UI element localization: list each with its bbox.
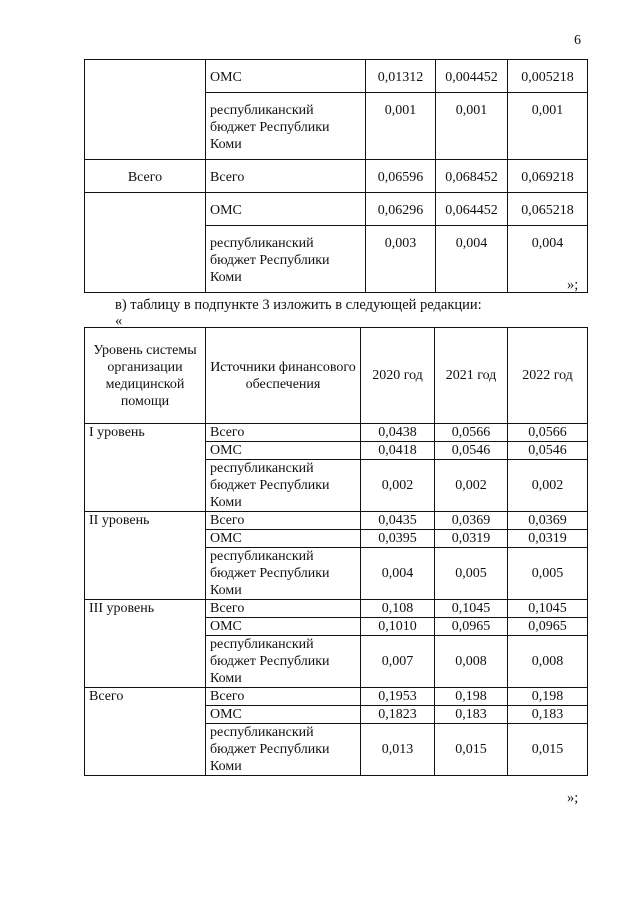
value-2022: 0,0319 <box>508 530 588 548</box>
table-row <box>85 512 588 530</box>
value-2020: 0,0438 <box>361 424 435 442</box>
level-cell: II уровень <box>85 512 206 600</box>
value-2022: 0,004 <box>508 226 588 293</box>
value-2020: 0,007 <box>361 636 435 688</box>
value-2022: 0,001 <box>508 93 588 160</box>
table-row <box>85 160 588 193</box>
value-2021: 0,008 <box>435 636 508 688</box>
value-2020: 0,001 <box>366 93 436 160</box>
value-2021: 0,1045 <box>435 600 508 618</box>
paragraph-text: в) таблицу в подпункте 3 изложить в следующей редакции: <box>115 297 482 313</box>
source-cell: Всего <box>206 424 361 442</box>
header-2021: 2021 год <box>435 328 508 424</box>
source-cell: ОМС <box>206 60 366 93</box>
value-2022: 0,0546 <box>508 442 588 460</box>
value-2021: 0,002 <box>435 460 508 512</box>
value-2022: 0,065218 <box>508 193 588 226</box>
page-number: 6 <box>574 33 581 48</box>
value-2022: 0,015 <box>508 724 588 776</box>
value-2021: 0,0319 <box>435 530 508 548</box>
level-cell: III уровень <box>85 600 206 688</box>
value-2021: 0,0369 <box>435 512 508 530</box>
opening-quote: « <box>115 313 123 329</box>
source-cell: ОМС <box>206 706 361 724</box>
value-2020: 0,003 <box>366 226 436 293</box>
source-cell: республиканский бюджет Республики Коми <box>206 636 361 688</box>
value-2022: 0,002 <box>508 460 588 512</box>
table-header-row <box>85 328 588 424</box>
level-cell <box>85 193 206 293</box>
value-2020: 0,1953 <box>361 688 435 706</box>
value-2022: 0,0566 <box>508 424 588 442</box>
source-cell: республиканский бюджет Республики Коми <box>206 460 361 512</box>
source-cell: ОМС <box>206 618 361 636</box>
value-2020: 0,0435 <box>361 512 435 530</box>
source-cell: ОМС <box>206 442 361 460</box>
value-2020: 0,108 <box>361 600 435 618</box>
value-2020: 0,0395 <box>361 530 435 548</box>
table-continuation <box>84 59 588 293</box>
value-2021: 0,0546 <box>435 442 508 460</box>
header-level: Уровень системы организации медицинской помощи <box>85 328 206 424</box>
value-2020: 0,01312 <box>366 60 436 93</box>
value-2021: 0,004 <box>436 226 508 293</box>
table-row <box>85 688 588 706</box>
value-2021: 0,068452 <box>436 160 508 193</box>
value-2020: 0,1010 <box>361 618 435 636</box>
source-cell: республиканский бюджет Республики Коми <box>206 226 366 293</box>
value-2022: 0,069218 <box>508 160 588 193</box>
source-cell: Всего <box>206 160 366 193</box>
value-2020: 0,002 <box>361 460 435 512</box>
level-cell <box>85 60 206 160</box>
value-2021: 0,064452 <box>436 193 508 226</box>
value-2022: 0,0369 <box>508 512 588 530</box>
value-2022: 0,198 <box>508 688 588 706</box>
value-2022: 0,0965 <box>508 618 588 636</box>
header-2022: 2022 год <box>508 328 588 424</box>
value-2021: 0,198 <box>435 688 508 706</box>
value-2022: 0,008 <box>508 636 588 688</box>
value-2021: 0,004452 <box>436 60 508 93</box>
value-2020: 0,06296 <box>366 193 436 226</box>
value-2020: 0,013 <box>361 724 435 776</box>
value-2022: 0,005218 <box>508 60 588 93</box>
source-cell: республиканский бюджет Республики Коми <box>206 93 366 160</box>
financing-table <box>84 327 588 776</box>
value-2021: 0,0566 <box>435 424 508 442</box>
value-2020: 0,06596 <box>366 160 436 193</box>
value-2021: 0,001 <box>436 93 508 160</box>
level-cell: Всего <box>85 160 206 193</box>
source-cell: Всего <box>206 688 361 706</box>
closing-quote: »; <box>567 277 579 293</box>
financing-table-body <box>85 424 588 776</box>
value-2020: 0,004 <box>361 548 435 600</box>
value-2022: 0,183 <box>508 706 588 724</box>
value-2020: 0,0418 <box>361 442 435 460</box>
source-cell: республиканский бюджет Республики Коми <box>206 548 361 600</box>
table-row <box>85 600 588 618</box>
value-2022: 0,005 <box>508 548 588 600</box>
table-row <box>85 193 588 226</box>
source-cell: Всего <box>206 600 361 618</box>
closing-quote: »; <box>567 790 579 806</box>
table-row <box>85 60 588 93</box>
source-cell: ОМС <box>206 193 366 226</box>
value-2021: 0,015 <box>435 724 508 776</box>
table-row <box>85 424 588 442</box>
value-2020: 0,1823 <box>361 706 435 724</box>
level-cell: I уровень <box>85 424 206 512</box>
source-cell: ОМС <box>206 530 361 548</box>
value-2021: 0,0965 <box>435 618 508 636</box>
value-2022: 0,1045 <box>508 600 588 618</box>
value-2021: 0,005 <box>435 548 508 600</box>
header-2020: 2020 год <box>361 328 435 424</box>
header-source: Источники финансового обеспечения <box>206 328 361 424</box>
source-cell: республиканский бюджет Республики Коми <box>206 724 361 776</box>
source-cell: Всего <box>206 512 361 530</box>
level-cell: Всего <box>85 688 206 776</box>
value-2021: 0,183 <box>435 706 508 724</box>
